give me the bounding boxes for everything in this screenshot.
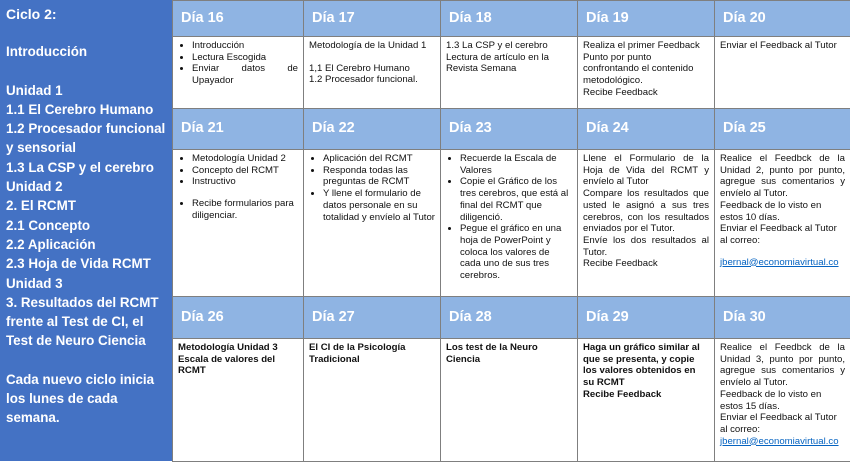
- day-22-list: [309, 153, 435, 223]
- day-18-line-1: 1.3 La CSP y el cerebro: [446, 40, 572, 52]
- list-item: • Recuerde la Escala de Valores: [460, 153, 572, 176]
- day-28-header: Día 28: [441, 297, 578, 339]
- day-25-header: Día 25: [715, 109, 850, 150]
- day-24-line-1: Llene el Formulario de la Hoja de Vida del RCMT y envíelo al Tutor: [583, 153, 709, 188]
- day-25-line-1: Realice el Feedbck de la Unidad 2, punto por punto, agregue sus comentarios y envíelo al Tutor.: [720, 153, 845, 200]
- day-24-line-4: Recibe Feedback: [583, 258, 709, 270]
- day-26-line-2: Escala de valores del RCMT: [178, 354, 298, 377]
- day-18-header: Día 18: [441, 1, 578, 37]
- day-20-header: Día 20: [715, 1, 850, 37]
- day-16-header: Día 16: [173, 1, 304, 37]
- cycle-title: Ciclo 2:: [6, 6, 168, 22]
- list-item: • Y llene el formulario de datos personale en su totalidad y envíelo al Tutor: [323, 188, 435, 223]
- day-19-header: Día 19: [578, 1, 715, 37]
- day-23-list: [446, 153, 572, 282]
- content-row-week-2: [173, 150, 850, 297]
- day-29-header: Día 29: [578, 297, 715, 339]
- list-item: • Lectura Escogida: [192, 52, 298, 64]
- list-item: • Responda todas las preguntas de RCMT: [323, 165, 435, 188]
- day-28-cell: [441, 339, 578, 462]
- day-19-line-2: Punto por punto confrontando el contenido metodológico.: [583, 52, 709, 87]
- day-25-email-link[interactable]: jbernal@economiavirtual.co: [720, 257, 845, 269]
- list-item: • Recibe formularios para diligenciar.: [192, 198, 298, 221]
- day-19-line-3: Recibe Feedback: [583, 87, 709, 99]
- schedule-table: [172, 0, 850, 462]
- day-26-cell: [173, 339, 304, 462]
- day-24-cell: [578, 150, 715, 297]
- day-20-line-1: Enviar el Feedback al Tutor: [720, 40, 845, 52]
- day-17-line-2: 1,1 El Cerebro Humano: [309, 63, 435, 75]
- day-23-cell: [441, 150, 578, 297]
- content-row-week-3: [173, 339, 850, 462]
- day-17-header: Día 17: [304, 1, 441, 37]
- day-30-email-link[interactable]: jbernal@economiavirtual.co: [720, 436, 845, 448]
- day-27-header: Día 27: [304, 297, 441, 339]
- list-item: • Aplicación del RCMT: [323, 153, 435, 165]
- day-25-line-2: Feedback de lo visto en estos 10 días.: [720, 200, 845, 223]
- day-25-cell: [715, 150, 850, 297]
- day-28-line-1: Los test de la Neuro Ciencia: [446, 342, 572, 365]
- header-row-week-1: [173, 1, 850, 37]
- day-24-header: Día 24: [578, 109, 715, 150]
- day-27-line-1: El CI de la Psicología Tradicional: [309, 342, 435, 365]
- day-30-line-2: Feedback de lo visto en estos 15 días.: [720, 389, 845, 412]
- day-29-line-2: Recibe Feedback: [583, 389, 709, 401]
- day-16-cell: [173, 37, 304, 109]
- list-item: • Concepto del RCMT: [192, 165, 298, 177]
- unit-outline: Introducción Unidad 1 1.1 El Cerebro Humano 1.2 Procesador funcional y sensorial 1.3 La CSP y el cerebro Unidad 2 2. El RCMT 2.1 Concepto 2.2 Aplicación 2.3 Hoja de Vida RCMT Unidad 3 3. Resultados del RCMT frente al Test de CI, el Test de Neuro Ciencia: [6, 42, 168, 351]
- day-21-cell: [173, 150, 304, 297]
- content-row-week-1: [173, 37, 850, 109]
- list-item: • Metodología Unidad 2: [192, 153, 298, 165]
- list-item: • Pegue el gráfico en una hoja de PowerPoint y coloca los valores de cada uno de sus tres cerebros.: [460, 223, 572, 282]
- day-18-line-2: Lectura de artículo en la Revista Semana: [446, 52, 572, 75]
- day-29-line-1: Haga un gráfico similar al que se presenta, y copie los valores obtenidos en su RCMT: [583, 342, 709, 389]
- day-19-cell: [578, 37, 715, 109]
- list-item: • Copie el Gráfico de los tres cerebros, que está al final del RCMT que diligenció.: [460, 176, 572, 223]
- day-29-cell: [578, 339, 715, 462]
- day-17-cell: [304, 37, 441, 109]
- day-30-cell: [715, 339, 850, 462]
- header-row-week-3: [173, 297, 850, 339]
- day-24-line-3: Envíe los dos resultados al Tutor.: [583, 235, 709, 258]
- day-22-cell: [304, 150, 441, 297]
- day-24-line-2: Compare los resultados que usted le asignó a sus tres cerebros, con los resultados enviados por el Tutor.: [583, 188, 709, 235]
- day-30-line-1: Realice el Feedbck de la Unidad 3, punto por punto, agregue sus comentarios y envíelo al Tutor.: [720, 342, 845, 389]
- day-16-list: [178, 40, 298, 87]
- day-26-header: Día 26: [173, 297, 304, 339]
- cycle-sidebar: [0, 0, 172, 461]
- day-30-header: Día 30: [715, 297, 850, 339]
- day-25-line-3: Enviar el Feedback al Tutor al correo:: [720, 223, 845, 246]
- day-23-header: Día 23: [441, 109, 578, 150]
- day-26-line-1: Metodología Unidad 3: [178, 342, 298, 354]
- cycle-note: Cada nuevo ciclo inicia los lunes de cada semana.: [6, 370, 168, 428]
- day-19-line-1: Realiza el primer Feedback: [583, 40, 709, 52]
- list-item: • Instructivo: [192, 176, 298, 188]
- header-row-week-2: [173, 109, 850, 150]
- day-30-line-3: Enviar el Feedback al Tutor al correo:: [720, 412, 845, 435]
- day-27-cell: [304, 339, 441, 462]
- day-17-line-1: Metodología de la Unidad 1: [309, 40, 435, 52]
- day-22-header: Día 22: [304, 109, 441, 150]
- day-17-line-3: 1.2 Procesador funcional.: [309, 74, 435, 86]
- list-item: • Enviar datos de Upayador: [192, 63, 298, 86]
- day-21-header: Día 21: [173, 109, 304, 150]
- day-20-cell: [715, 37, 850, 109]
- day-18-cell: [441, 37, 578, 109]
- day-21-list: [178, 153, 298, 222]
- list-item: • Introducción: [192, 40, 298, 52]
